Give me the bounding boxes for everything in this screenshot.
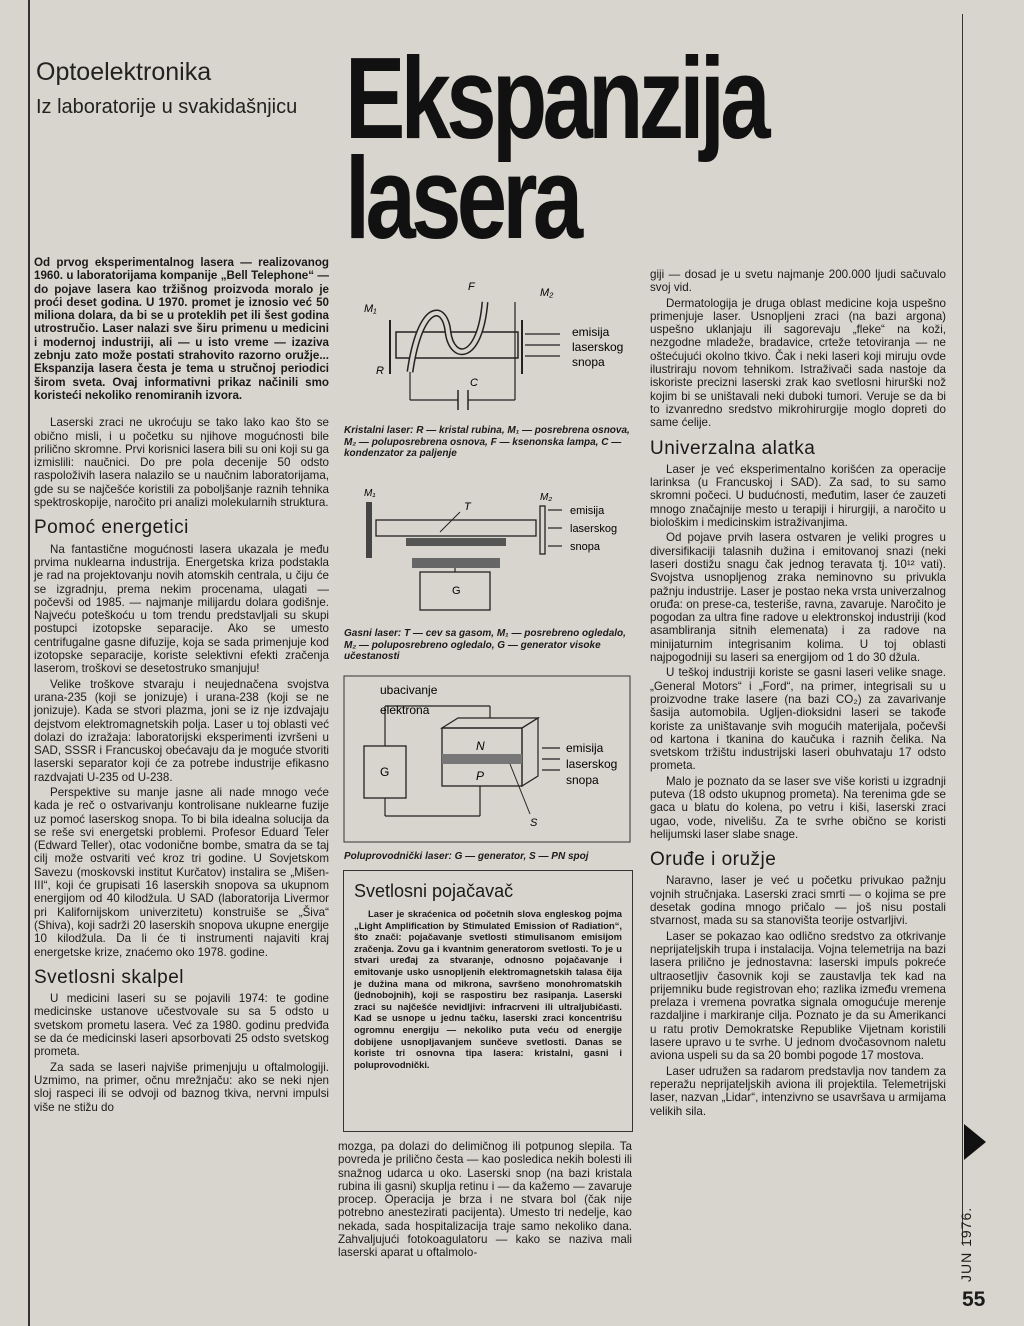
sidebar-box-title: Svetlosni pojačavač	[354, 881, 514, 901]
body-paragraph: Laserski zraci ne ukroćuju se tako lako kao što se obično misli, i u početku su njihove mogućnosti bile prilično skromne. Prvi korisnici lasera bili su oni koji su ga izmislili: naučnici. Do pre pola decenije 50 odsto raspoloživih lasera nalazilo se u naučnim laboratorijama, gde su se najčešće koristili za poboljšanje raznih tehnika spektroskopije, naročito pri analizi molekularnih struktura.	[34, 416, 329, 510]
figure-semiconductor-laser	[340, 674, 640, 846]
fig1-label-f: F	[468, 281, 475, 293]
fig3-out-3: snopa	[566, 773, 599, 787]
section-label: Optoelektronika	[36, 58, 212, 86]
issue-date: JUN 1976.	[958, 1206, 974, 1282]
fig3-in-1: ubacivanje	[380, 683, 438, 697]
body-paragraph: Za sada se laseri najviše primenjuju u oftalmologiji. Uzmimo, na primer, očnu mrežnjaču: ako se neki njen sloj raspeci ili se odvoji od baznog tkiva, nervni impulsi više ne stižu do	[34, 1060, 329, 1114]
column-2-continuation	[338, 1140, 632, 1262]
fig3-out-1: emisija	[566, 741, 604, 755]
fig3-label-g: G	[380, 765, 390, 779]
fig1-out-3: snopa	[572, 355, 605, 369]
headline-line-2: lasera	[345, 133, 579, 263]
column-3	[650, 268, 946, 1120]
body-paragraph: Dermatologija je druga oblast medicine koja uspešno primenjuje laser. Usnopljeni zraci (na bazi argona) uspešno uklanjaju ili sagorevaju „fleke“ na koži, nezgodne mladeže, bradavice, crteže tetoviranja — ne oštećujući okolno tkivo. Čak i neki laseri koji miruju ovde ilustriraju novom tehnikom. Istraživači sada nastoje da iskoriste precizni laserski zrak kao svetlosni hirurški nož kojim bi se uništavali neki duboki tumori. Veruje se da bi to izvanredno sredstvo mikrohirurgije moglo dopreti do same ćelije.	[650, 296, 946, 430]
figure-gas-laser	[340, 484, 640, 624]
fig2-out-2: laserskog	[570, 523, 618, 535]
fig3-label-p: P	[476, 769, 485, 783]
subheading-skalpel: Svetlosni skalpel	[34, 966, 185, 988]
fig1-label-m1: M₁	[364, 303, 377, 315]
figure-caption-semiconductor: Poluprovodnički laser: G — generator, S — PN spoj	[344, 851, 589, 862]
fig2-label-m1: M₁	[364, 488, 376, 499]
fig1-label-c: C	[470, 377, 478, 389]
headline-line-1: Ekspanzija	[345, 33, 766, 163]
body-paragraph: Malo je poznato da se laser sve više koristi u izgradnji puteva (18 odsto ukupnog prometa). Na terenima gde se gaca u blatu do kolena, po vetru i kiši, laserski zraci ugao, vode, nivelišu. Za te svrhe obično se koristi helijumski laser slabe snage.	[650, 774, 946, 841]
right-border-line	[962, 14, 963, 1244]
fig1-label-m2: M₂	[540, 287, 554, 299]
fig1-out-2: laserskog	[572, 340, 624, 354]
body-paragraph: U medicini laseri su se pojavili 1974: te godine medicinske ustanove učestvovale su sa 5 odsto u svetskom prometu lasera. Već za 1980. godinu predviđa se da će medicinski laseri apsorbovati 25 odsto svetskog prometa.	[34, 992, 329, 1059]
body-paragraph: Od pojave prvih lasera ostvaren je veliki progres u diversifikaciji talasnih dužina i emitovanoj snazi (neki laseri dostižu snagu čak jednog teravata tj. 10¹² vati). Svojstva usnopljenog zraka neminovno su privukla pažnju industrije. Laser je postao neka vrsta univerzalnog oruđa: on prese-ca, testeriše, ravna, zavaruje. Naročito je pogodan za ultra fine radove u elektronskoj industriji (kod asambliranja sitnih elemenata) i za radove na minijaturnim integrisanim kolima. U toj oblasti najpogodniji su laseri sa energijom od 1 do 30 džula.	[650, 531, 946, 665]
fig1-label-r: R	[376, 365, 384, 377]
subheading-energetika: Pomoć energetici	[34, 517, 189, 539]
body-paragraph: Velike troškove stvaraju i neujednačena svojstva urana-235 (koji se jonizuje) i urana-238 (koji se ne jonizuje). Kada se stvori plazma, joni se iz nje izdvajaju dejstvom elektromagnetskih polja. Laser u toj oblasti već dolazi do izražaja: laboratorijski eksperimenti izvršeni u SAD, SSSR i Francuskoj obećavaju da je moguće stvoriti laserski separator koji će za potrebe industrije efikasno razdvajati U-235 od U-238.	[34, 677, 329, 784]
body-paragraph: Laser udružen sa radarom predstavlja nov tandem za reperažu neprijateljskih aviona ili projektila. Telemetrijski laser, nazvan „Lidar“, intenzivno se usavršava u armijama velikih sila.	[650, 1064, 946, 1118]
figure-caption-crystal: Kristalni laser: R — kristal rubina, M₁ — posrebrena osnova, M₂ — poluposrebrena osnova, F — ksenonska lampa, C — kondenzator za paljenje	[344, 425, 630, 459]
body-paragraph: giji — dosad je u svetu najmanje 200.000 ljudi sačuvalo svoj vid.	[650, 268, 946, 295]
page-number: 55	[962, 1288, 986, 1311]
continue-arrow-icon	[962, 1122, 988, 1162]
fig3-in-2: elektrona	[380, 703, 430, 717]
headline	[345, 33, 766, 263]
fig3-out-2: laserskog	[566, 757, 618, 771]
fig2-out-3: snopa	[570, 541, 600, 553]
body-paragraph: Perspektive su manje jasne ali nade mnogo veće kada je reč o ostvarivanju kontrolisane nuklearne fuzije uz pomoć laserskog snopa. To bi bila idealna solucija da se reše svi energetski problemi. Profesor Eduard Teler (Edward Teller), otac vodonične bombe, smatra da se taj cilj može ostvariti već kroz tri godine. U Sovjetskom Savezu (moskovski institut Kurčatov) instalira se „Mišen-III“, koji će grupisati 16 laserskih snopova sa ukupnom energijom od 40 kilodžula. U SAD (laboratorija Livermor pri Kalifornijskom univerzitetu) konstruiše se „Šiva“ (Shiva), koji sadrži 20 laserskih snopova ukupne energije 10 kilodžula. Da li će ti instrumenti najaviti kraj energetske krize, znaćemo oko 1978. godine.	[34, 785, 329, 959]
column-1	[34, 256, 329, 1116]
left-border-line	[28, 0, 30, 1326]
body-paragraph: Naravno, laser je već u početku privukao pažnju vojnih stručnjaka. Laserski zraci smrti — o kojima se pre desetak godina mnogo pričalo — još nisu postali stvarnost, mada su sa stanovišta teorije ostvarljivi.	[650, 874, 946, 928]
subheading-orudje: Oruđe i oružje	[650, 849, 777, 871]
body-paragraph: mozga, pa dolazi do delimičnog ili potpunog slepila. Ta povreda je prilično česta — kao posledica nekih bolesti ili snažnog udarca u oko. Laserski snop (na bazi kristala rubina ili gasni) skuplja retinu i — da kažemo — zavaruje procep. Operacija je brza i ne stvara bol (čak nije potrebno anestezirati pacijenta). Umesto tri nedelje, kao nekada, sada hospitalizacija traje samo nekoliko dana. Zahvaljujući fotokoagulatoru — kako se naziva mali laserski aparat u oftalmolo-	[338, 1140, 632, 1260]
fig2-label-t: T	[464, 501, 471, 513]
lead-paragraph: Od prvog eksperimentalnog lasera — realizovanog 1960. u laboratorijama kompanije „Bell Telephone“ — do pojave lasera kao tržišnog proizvoda moralo je proći deset godina. U 1970. promet je iznosio već 50 miliona dolara, da bi se u proteklih pet ili šest godina utrostručio. Laser nalazi sve širu primenu u medicini i modernoj industriji, ali — u isto vreme — izaziva zebnju zato može postati strahovito razorno oružje... Ekspanzija lasera česta je tema u stručnoj periodici širom sveta. Ovaj informativni prikaz načinili smo koristeći nekoliko renomiranih izvora.	[34, 256, 329, 402]
sidebar-box-text: Laser je skraćenica od početnih slova engleskog pojma „Light Amplification by Stimulated Emission of Radiation“, što znači: pojačavanje svetlosti stimulisanom emisijom zračenja. Zovu ga i kvantnim generatorom svetlosti. To je u stvari uređaj za stvaranje, odnosno pojačavanje i emitovanje usko usnopljenih elektromagnetskih talasa čija je dužina mana od mikrona, savršeno monohromatskih (jednobojnih), koji se raspostiru bez rasipanja. Laserski zraci su najčešće nevidljivi: infracrveni ili ultraljubičasti. Kad se usnope u jednu tačku, laserski zraci koncentrišu ogromnu energiju — nekoliko puta veću od energije dobijene usnopljavanjem sunčeve svetlosti. Danas se koriste tri osnovna tipa lasera: kristalni, gasni i poluprovodnički.	[354, 908, 622, 1070]
fig2-label-m2: M₂	[540, 492, 553, 503]
fig2-out-1: emisija	[570, 505, 605, 517]
body-paragraph: U teškoj industriji koriste se gasni laseri velike snage. „General Motors“ i „Ford“, na primer, integrisali su u proizvodne trake lasere (na bazi CO₂) za zavarivanje šasija automobila. Ugljen-dioksidni laseri se takođe koriste za uništavanje svih mogućih materijala, počevši od kartona i tkanina do kaučuka i raznih čelika. Na svetskom tržištu industrijski laseri obuhvataju 17 odsto prometa.	[650, 666, 946, 773]
sidebar-box	[343, 870, 633, 1132]
body-paragraph: Laser se pokazao kao odlično sredstvo za otkrivanje neprijateljskih trupa i instalacija. Vojna telemetrija na bazi lasera prilično je jednostavna: laserski impuls pokreće ultraosetljiv časovnik koji se zaustavlja tek kad na prijemniku bude registrovan eho; razlika između vremena prelaza i vremena povratka signala omogućuje merenje razdaljine i markiranje cilja. Poznato je da su Amerikanci u ratu protiv Demokratske Republike Vijetnam koristili lasere upravo u te svrhe. U jednom dvočasovnom naletu aviona uspeli su da sa 20 bombi pogode 17 mostova.	[650, 929, 946, 1063]
figure-caption-gas: Gasni laser: T — cev sa gasom, M₁ — posrebreno ogledalo, M₂ — poluposrebreno ogledalo, G — generator visoke učestanosti	[344, 628, 626, 662]
body-paragraph: Na fantastične mogućnosti lasera ukazala je među prvima nuklearna industrija. Energetska kriza podstakla je rad na projektovanju novih atomskih centrala, u čiju će se izgradnju, prema nekim procenama, ulagati — počevši od 1985. — najmanje milijardu dolara godišnje. Najveću poteškoću u tom trendu predstavljali su skupi postupci izotopske separacije. Ako se umesto centrifugalne gasne difuzije, koja se sada primenjuje kod izotopske separacije, koriste selektivni efekti zračenja laserom, troškovi se desetostruko smanjuju!	[34, 542, 329, 676]
fig2-label-g: G	[452, 585, 461, 597]
fig1-out-1: emisija	[572, 325, 610, 339]
fig3-label-s: S	[530, 817, 538, 829]
fig3-label-n: N	[476, 739, 485, 753]
body-paragraph: Laser je već eksperimentalno korišćen za operacije larinksa (u Francuskoj i SAD). Za sad, to su samo skromni počeci. U budućnosti, međutim, laser će zauzeti mnogo značajnije mesto u terapiji i hirurgiji, a naročito u biološkim i medicinskim istraživanjima.	[650, 462, 946, 530]
subheading-alatka: Univerzalna alatka	[650, 437, 816, 459]
figure-crystal-laser	[340, 262, 640, 422]
section-subtitle: Iz laboratorije u svakidašnjicu	[36, 96, 298, 118]
